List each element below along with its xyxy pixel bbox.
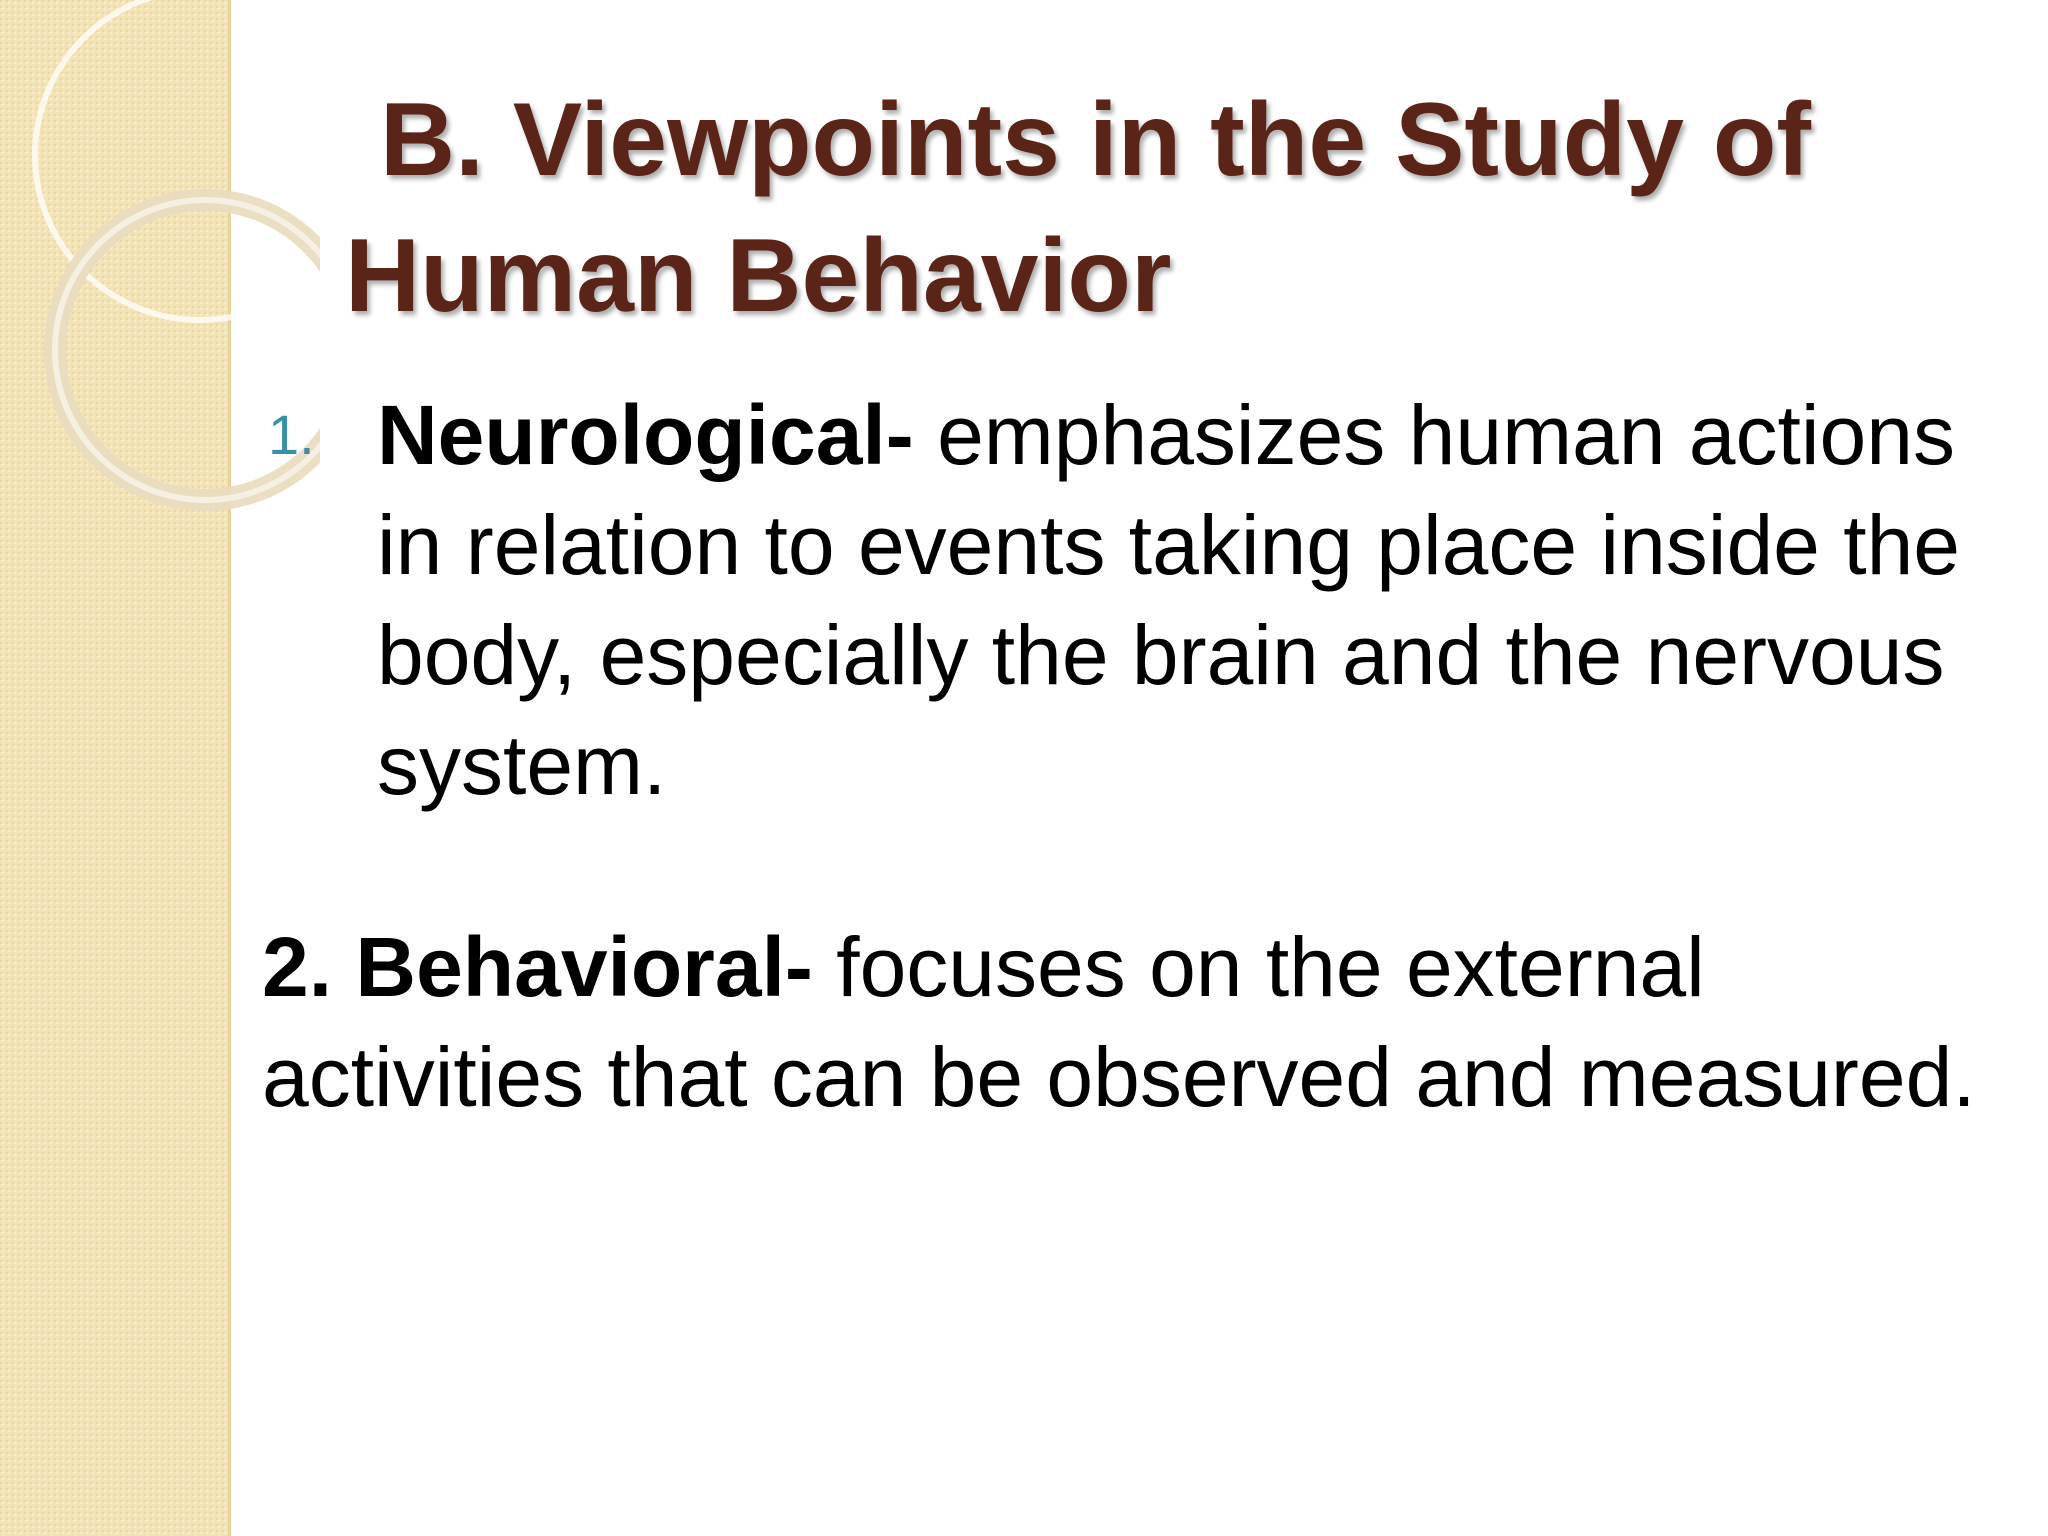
list-description: emphasizes human actions in relation to events taking place inside the body, especially the brain and the nervous system. [377, 388, 1960, 812]
title-line-1: B. Viewpoints in the Study of [380, 82, 1812, 198]
list-description: focuses on the external activities that can be observed and measured. [262, 920, 1976, 1124]
decorative-side-band [0, 0, 231, 1536]
list-item-behavioral [262, 912, 2022, 1132]
list-term: Behavioral- [355, 920, 813, 1014]
list-number: 2. [262, 920, 333, 1014]
slide-title [345, 72, 1995, 344]
title-line-2: Human Behavior [345, 218, 1172, 334]
list-term: Neurological- [377, 388, 914, 482]
list-item-neurological [262, 380, 2022, 820]
viewpoint-list [262, 380, 2022, 1132]
list-number: 1. [268, 403, 315, 466]
